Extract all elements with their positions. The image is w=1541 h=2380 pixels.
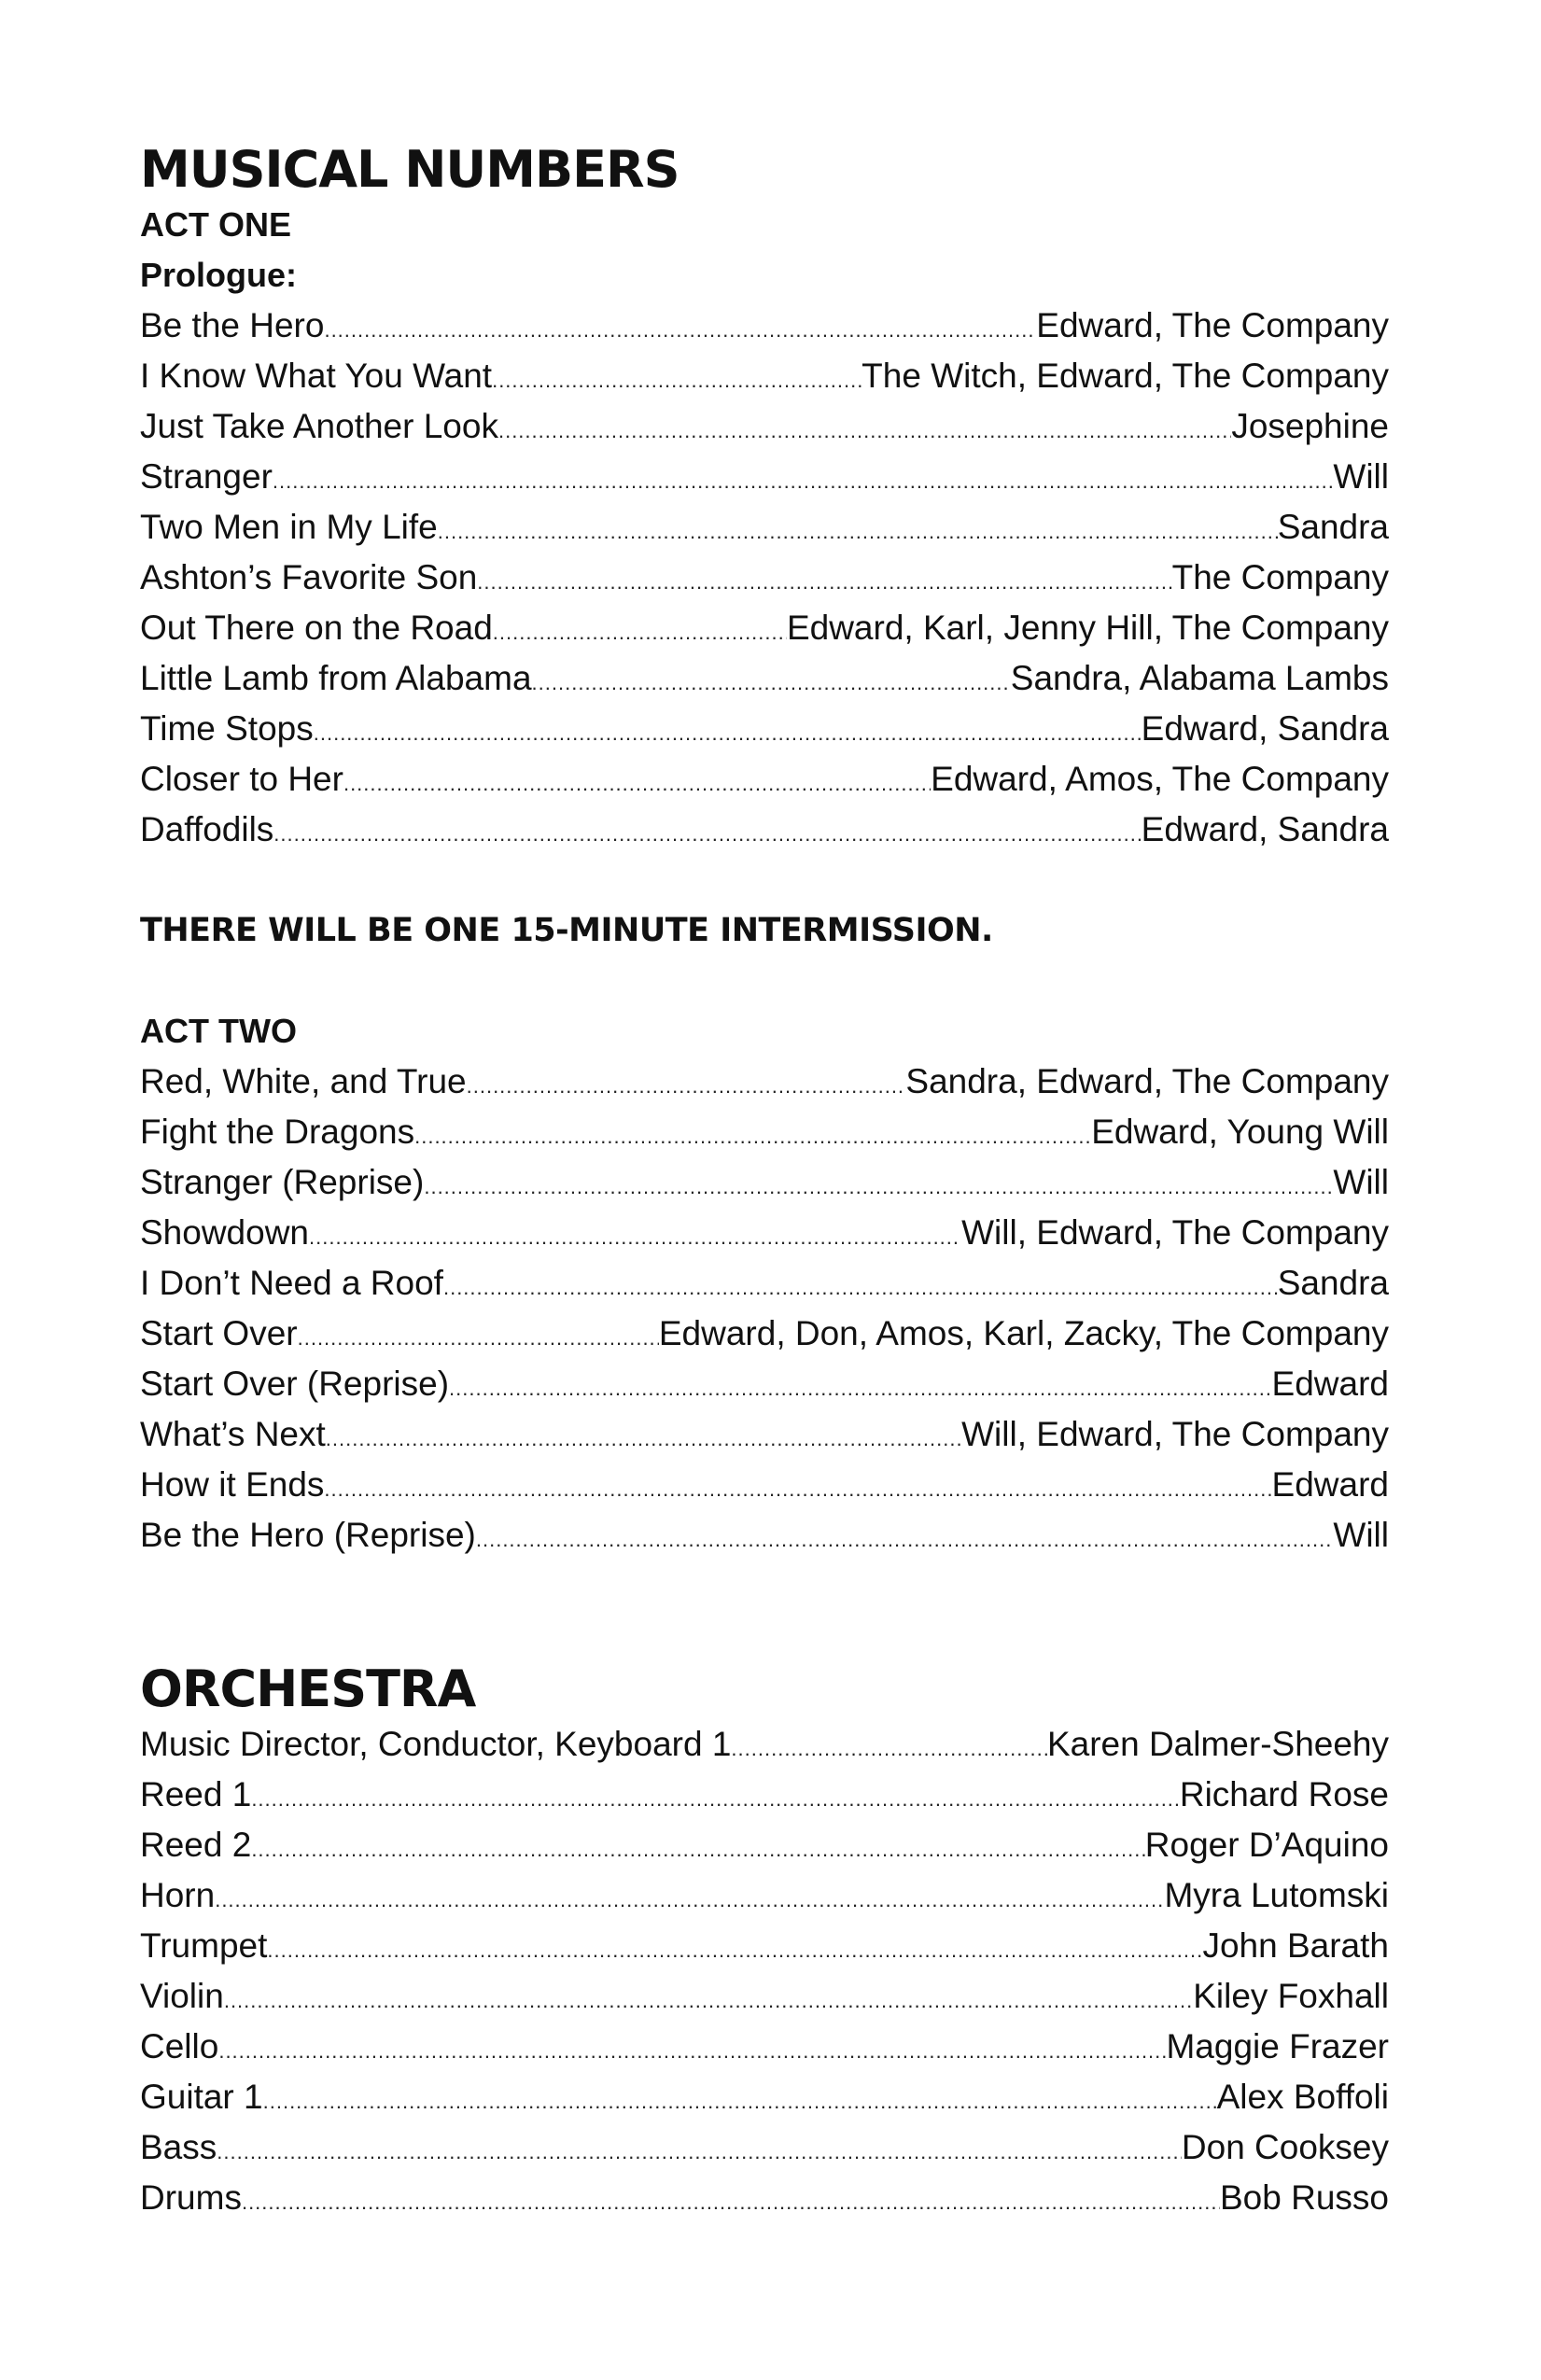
dot-leader bbox=[251, 1825, 1144, 1875]
song-row bbox=[140, 1460, 1389, 1510]
orchestra-member-name: Bob Russo bbox=[1220, 2178, 1389, 2217]
dot-leader bbox=[467, 1061, 906, 1112]
song-title: Ashton’s Favorite Son bbox=[140, 558, 478, 596]
intermission-notice: THERE WILL BE ONE 15-MINUTE INTERMISSION. bbox=[140, 912, 993, 949]
orchestra-role: Reed 2 bbox=[140, 1826, 252, 1864]
dot-leader bbox=[438, 507, 1278, 557]
song-performers: Edward, Don, Amos, Karl, Zacky, The Company bbox=[658, 1314, 1389, 1352]
orchestra-role: Cello bbox=[140, 2027, 219, 2065]
dot-leader bbox=[242, 2177, 1220, 2228]
orchestra-row bbox=[140, 1820, 1389, 1870]
dot-leader bbox=[477, 557, 1171, 608]
song-performers: Will bbox=[1333, 1163, 1389, 1201]
song-title: Closer to Her bbox=[140, 760, 343, 798]
song-title: Red, White, and True bbox=[140, 1062, 467, 1100]
song-row bbox=[140, 704, 1389, 754]
spacer bbox=[140, 855, 1389, 905]
song-title: I Know What You Want bbox=[140, 357, 493, 395]
orchestra-member-name: Maggie Frazer bbox=[1166, 2027, 1389, 2065]
song-row bbox=[140, 1510, 1389, 1561]
song-title: Just Take Another Look bbox=[140, 407, 498, 445]
song-title: How it Ends bbox=[140, 1465, 325, 1504]
dot-leader bbox=[449, 1364, 1272, 1414]
song-row bbox=[140, 351, 1389, 401]
orchestra-role: Horn bbox=[140, 1876, 216, 1914]
song-performers: Edward, The Company bbox=[1036, 306, 1389, 344]
dot-leader bbox=[476, 1515, 1334, 1565]
orchestra-role: Trumpet bbox=[140, 1926, 268, 1965]
song-row bbox=[140, 452, 1389, 502]
orchestra-member-name: Richard Rose bbox=[1179, 1775, 1389, 1813]
dot-leader bbox=[215, 1875, 1164, 1925]
orchestra-member-name: Karen Dalmer-Sheehy bbox=[1046, 1725, 1389, 1763]
song-performers: Will, Edward, The Company bbox=[961, 1213, 1389, 1252]
song-title: Two Men in My Life bbox=[140, 508, 438, 546]
dot-leader bbox=[263, 2077, 1217, 2127]
dot-leader bbox=[343, 759, 931, 809]
song-performers: Will bbox=[1333, 457, 1389, 496]
song-performers: The Company bbox=[1171, 558, 1389, 596]
orchestra-member-name: Alex Boffoli bbox=[1216, 2078, 1389, 2116]
song-row bbox=[140, 1208, 1389, 1258]
dot-leader bbox=[731, 1724, 1047, 1774]
song-row bbox=[140, 653, 1389, 704]
dot-leader bbox=[251, 1774, 1180, 1825]
song-title: Start Over bbox=[140, 1314, 298, 1352]
orchestra-role: Guitar 1 bbox=[140, 2078, 263, 2116]
orchestra-role: Violin bbox=[140, 1977, 224, 2015]
song-performers: Edward, Amos, The Company bbox=[931, 760, 1389, 798]
orchestra-member-name: Don Cooksey bbox=[1181, 2128, 1389, 2166]
act-one-song-list bbox=[140, 301, 1389, 855]
orchestra-member-name: Roger D’Aquino bbox=[1144, 1826, 1389, 1864]
song-performers: Sandra bbox=[1277, 1264, 1389, 1302]
act-two-label: ACT TWO bbox=[140, 1012, 297, 1050]
song-performers: Sandra bbox=[1277, 508, 1389, 546]
dot-leader bbox=[324, 305, 1036, 356]
song-title: Little Lamb from Alabama bbox=[140, 659, 532, 697]
song-row bbox=[140, 1359, 1389, 1409]
song-row bbox=[140, 805, 1389, 855]
orchestra-row bbox=[140, 1971, 1389, 2022]
dot-leader bbox=[314, 708, 1142, 759]
orchestra-member-name: Myra Lutomski bbox=[1164, 1876, 1389, 1914]
song-row bbox=[140, 603, 1389, 653]
song-performers: Edward bbox=[1271, 1365, 1389, 1403]
song-title: Start Over (Reprise) bbox=[140, 1365, 450, 1403]
song-performers: Will, Edward, The Company bbox=[961, 1415, 1389, 1453]
orchestra-member-name: John Barath bbox=[1202, 1926, 1389, 1965]
orchestra-role: Music Director, Conductor, Keyboard 1 bbox=[140, 1725, 732, 1763]
song-row bbox=[140, 1157, 1389, 1208]
dot-leader bbox=[273, 809, 1141, 860]
song-title: Stranger (Reprise) bbox=[140, 1163, 425, 1201]
song-performers: Edward, Sandra bbox=[1141, 709, 1389, 748]
song-title: Time Stops bbox=[140, 709, 314, 748]
orchestra-row bbox=[140, 2022, 1389, 2072]
song-title: Showdown bbox=[140, 1213, 310, 1252]
song-performers: Josephine bbox=[1231, 407, 1389, 445]
orchestra-row bbox=[140, 2122, 1389, 2173]
song-performers: Edward, Karl, Jenny Hill, The Company bbox=[786, 609, 1389, 647]
song-row bbox=[140, 1057, 1389, 1107]
dot-leader bbox=[217, 2127, 1182, 2177]
song-performers: Sandra, Alabama Lambs bbox=[1010, 659, 1389, 697]
dot-leader bbox=[532, 658, 1011, 708]
dot-leader bbox=[443, 1263, 1278, 1313]
dot-leader bbox=[298, 1313, 659, 1364]
orchestra-row bbox=[140, 1719, 1389, 1770]
song-performers: The Witch, Edward, The Company bbox=[862, 357, 1389, 395]
spacer bbox=[140, 956, 1389, 1006]
dot-leader bbox=[324, 1464, 1271, 1515]
orchestra-row bbox=[140, 1921, 1389, 1971]
orchestra-row bbox=[140, 2072, 1389, 2122]
song-title: Be the Hero bbox=[140, 306, 325, 344]
act-one-label: ACT ONE bbox=[140, 205, 291, 244]
dot-leader bbox=[492, 356, 862, 406]
orchestra-role: Reed 1 bbox=[140, 1775, 252, 1813]
spacer bbox=[140, 1561, 1389, 1659]
song-row bbox=[140, 1409, 1389, 1460]
orchestra-row bbox=[140, 1870, 1389, 1921]
song-row bbox=[140, 401, 1389, 452]
song-row bbox=[140, 1107, 1389, 1157]
song-performers: Edward bbox=[1271, 1465, 1389, 1504]
prologue-label: Prologue: bbox=[140, 256, 297, 294]
song-title: Daffodils bbox=[140, 810, 274, 848]
dot-leader bbox=[498, 406, 1231, 456]
dot-leader bbox=[224, 1976, 1193, 2026]
orchestra-list bbox=[140, 1719, 1389, 2223]
song-row bbox=[140, 301, 1389, 351]
dot-leader bbox=[493, 608, 787, 658]
program-page bbox=[140, 140, 1389, 2223]
act-two-song-list bbox=[140, 1057, 1389, 1561]
song-performers: Edward, Sandra bbox=[1141, 810, 1389, 848]
dot-leader bbox=[273, 456, 1333, 507]
song-performers: Will bbox=[1333, 1516, 1389, 1554]
musical-numbers-heading: MUSICAL NUMBERS bbox=[140, 140, 679, 199]
dot-leader bbox=[309, 1212, 961, 1263]
orchestra-role: Drums bbox=[140, 2178, 242, 2217]
orchestra-row bbox=[140, 1770, 1389, 1820]
song-row bbox=[140, 1309, 1389, 1359]
song-performers: Sandra, Edward, The Company bbox=[905, 1062, 1389, 1100]
dot-leader bbox=[414, 1112, 1091, 1162]
dot-leader bbox=[267, 1925, 1202, 1976]
song-title: I Don’t Need a Roof bbox=[140, 1264, 443, 1302]
orchestra-role: Bass bbox=[140, 2128, 217, 2166]
song-title: What’s Next bbox=[140, 1415, 326, 1453]
song-performers: Edward, Young Will bbox=[1091, 1113, 1389, 1151]
orchestra-member-name: Kiley Foxhall bbox=[1193, 1977, 1389, 2015]
dot-leader bbox=[218, 2026, 1166, 2077]
song-row bbox=[140, 502, 1389, 553]
song-title: Fight the Dragons bbox=[140, 1113, 415, 1151]
song-row bbox=[140, 754, 1389, 805]
song-row bbox=[140, 553, 1389, 603]
orchestra-heading: ORCHESTRA bbox=[140, 1659, 476, 1718]
song-title: Stranger bbox=[140, 457, 273, 496]
orchestra-row bbox=[140, 2173, 1389, 2223]
song-title: Be the Hero (Reprise) bbox=[140, 1516, 476, 1554]
song-row bbox=[140, 1258, 1389, 1309]
dot-leader bbox=[326, 1414, 961, 1464]
dot-leader bbox=[424, 1162, 1333, 1212]
song-title: Out There on the Road bbox=[140, 609, 493, 647]
